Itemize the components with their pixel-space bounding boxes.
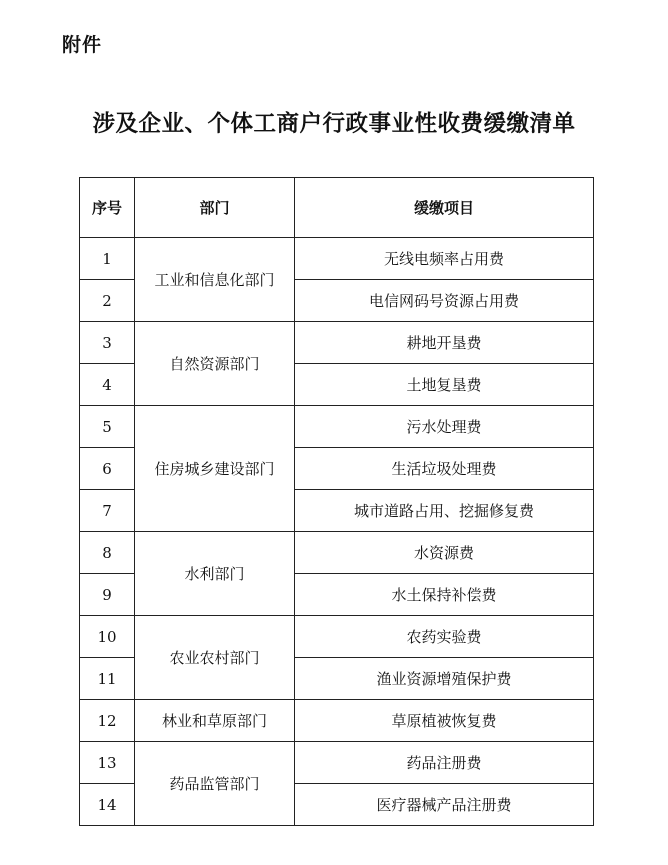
department-cell: 自然资源部门 — [135, 322, 295, 406]
serial-number-cell: 9 — [80, 574, 135, 616]
table-row — [80, 532, 594, 574]
serial-number-cell: 12 — [80, 700, 135, 742]
serial-number-cell: 13 — [80, 742, 135, 784]
fee-item-cell: 生活垃圾处理费 — [295, 448, 594, 490]
header-serial-number: 序号 — [80, 178, 135, 238]
table-row — [80, 238, 594, 280]
fee-item-cell: 无线电频率占用费 — [295, 238, 594, 280]
department-cell: 农业农村部门 — [135, 616, 295, 700]
serial-number-cell: 1 — [80, 238, 135, 280]
department-cell: 水利部门 — [135, 532, 295, 616]
fee-item-cell: 农药实验费 — [295, 616, 594, 658]
serial-number-cell: 11 — [80, 658, 135, 700]
header-deferred-item: 缓缴项目 — [295, 178, 594, 238]
attachment-label: 附件 — [62, 34, 103, 56]
fee-item-cell: 土地复垦费 — [295, 364, 594, 406]
fee-item-cell: 水资源费 — [295, 532, 594, 574]
table-row — [80, 406, 594, 448]
serial-number-cell: 7 — [80, 490, 135, 532]
department-cell: 林业和草原部门 — [135, 700, 295, 742]
fee-deferral-table — [79, 177, 594, 826]
header-department: 部门 — [135, 178, 295, 238]
fee-item-cell: 污水处理费 — [295, 406, 594, 448]
fee-item-cell: 医疗器械产品注册费 — [295, 784, 594, 826]
serial-number-cell: 6 — [80, 448, 135, 490]
fee-item-cell: 耕地开垦费 — [295, 322, 594, 364]
table-row — [80, 616, 594, 658]
serial-number-cell: 14 — [80, 784, 135, 826]
fee-item-cell: 城市道路占用、挖掘修复费 — [295, 490, 594, 532]
serial-number-cell: 10 — [80, 616, 135, 658]
serial-number-cell: 2 — [80, 280, 135, 322]
serial-number-cell: 8 — [80, 532, 135, 574]
department-cell: 工业和信息化部门 — [135, 238, 295, 322]
fee-item-cell: 草原植被恢复费 — [295, 700, 594, 742]
fee-item-cell: 电信网码号资源占用费 — [295, 280, 594, 322]
serial-number-cell: 3 — [80, 322, 135, 364]
table-row — [80, 742, 594, 784]
department-cell: 住房城乡建设部门 — [135, 406, 295, 532]
table-header-row — [80, 178, 594, 238]
table-row — [80, 322, 594, 364]
fee-item-cell: 渔业资源增殖保护费 — [295, 658, 594, 700]
document-title: 涉及企业、个体工商户行政事业性收费缓缴清单 — [92, 111, 576, 137]
fee-item-cell: 药品注册费 — [295, 742, 594, 784]
serial-number-cell: 4 — [80, 364, 135, 406]
table-row — [80, 700, 594, 742]
department-cell: 药品监管部门 — [135, 742, 295, 826]
serial-number-cell: 5 — [80, 406, 135, 448]
fee-item-cell: 水土保持补偿费 — [295, 574, 594, 616]
